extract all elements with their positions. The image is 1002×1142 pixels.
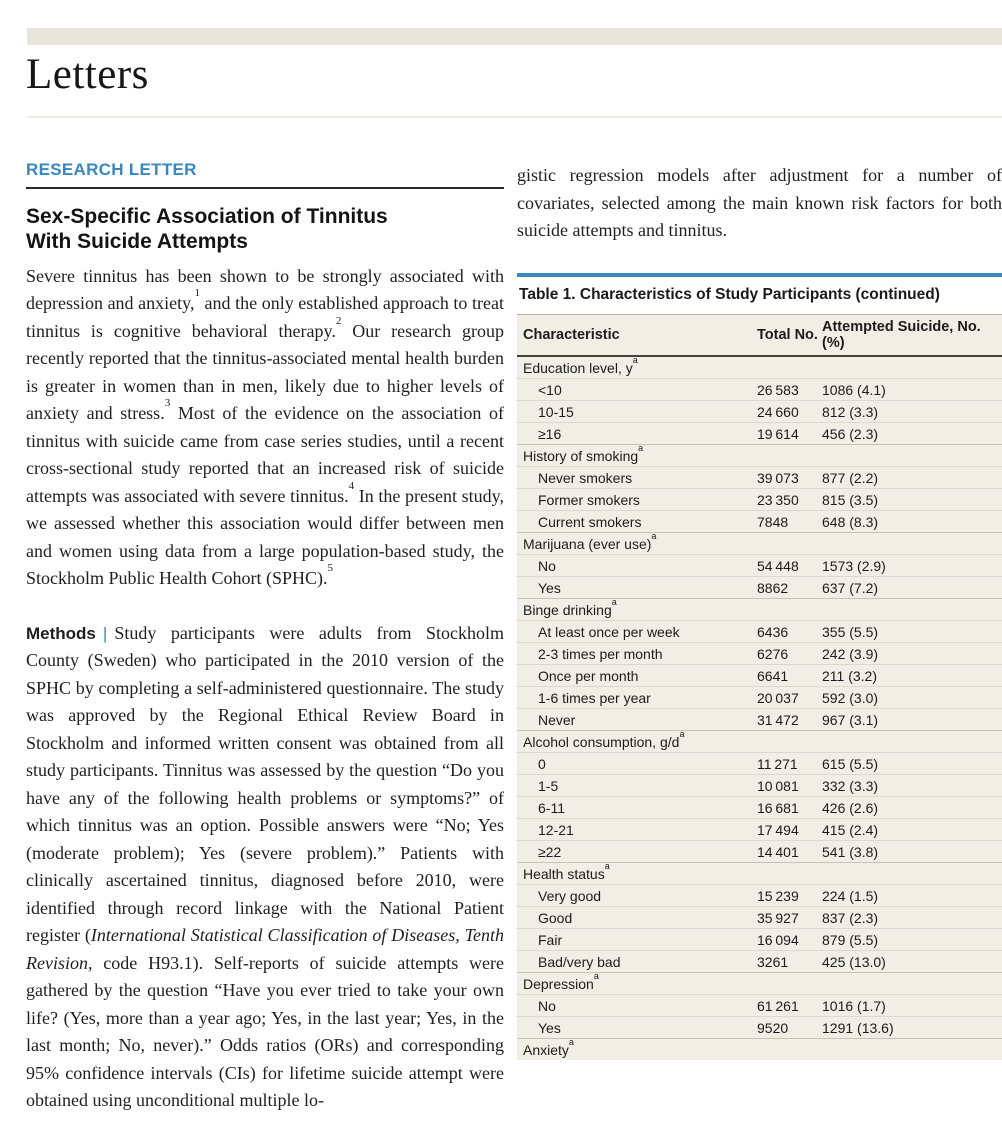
cell-total: 6436 xyxy=(757,620,822,642)
cell-total: 7848 xyxy=(757,510,822,532)
cell-characteristic: Bad/very bad xyxy=(517,950,757,972)
cell-attempted: 1573 (2.9) xyxy=(822,554,1002,576)
table-row xyxy=(517,708,1002,730)
cell-total: 6276 xyxy=(757,642,822,664)
cell-characteristic: Good xyxy=(517,906,757,928)
column-header-characteristic: Characteristic xyxy=(517,314,757,356)
table-row xyxy=(517,422,1002,444)
cell-characteristic: No xyxy=(517,994,757,1016)
cell-total: 6641 xyxy=(757,664,822,686)
table-row xyxy=(517,796,1002,818)
table-row xyxy=(517,400,1002,422)
characteristics-table xyxy=(517,314,1002,1060)
cell-attempted: 1086 (4.1) xyxy=(822,378,1002,400)
table-section-row: Marijuana (ever use)$^a$ xyxy=(517,532,1002,554)
article-title-line2: With Suicide Attempts xyxy=(26,229,248,253)
table-section-row: Health status$^a$ xyxy=(517,862,1002,884)
cell-characteristic: Never smokers xyxy=(517,466,757,488)
table-row xyxy=(517,554,1002,576)
methods-italic-citation: International Statistical Classification of Diseases, Tenth Revision xyxy=(26,925,504,973)
cell-attempted: 211 (3.2) xyxy=(822,664,1002,686)
cell-characteristic: 2-3 times per month xyxy=(517,642,757,664)
table-section-row: Binge drinking$^a$ xyxy=(517,598,1002,620)
cell-attempted: 541 (3.8) xyxy=(822,840,1002,862)
cell-attempted: 425 (13.0) xyxy=(822,950,1002,972)
cell-attempted: 877 (2.2) xyxy=(822,466,1002,488)
cell-attempted: 637 (7.2) xyxy=(822,576,1002,598)
column-header-total: Total No. xyxy=(757,314,822,356)
reference-mark-2: 2 xyxy=(335,314,342,327)
cell-total: 20 037 xyxy=(757,686,822,708)
table-body xyxy=(517,356,1002,1060)
cell-characteristic: ≥16 xyxy=(517,422,757,444)
cell-total: 8862 xyxy=(757,576,822,598)
cell-total: 16 681 xyxy=(757,796,822,818)
cell-attempted: 332 (3.3) xyxy=(822,774,1002,796)
cell-total: 16 094 xyxy=(757,928,822,950)
table-row xyxy=(517,378,1002,400)
cell-characteristic: At least once per week xyxy=(517,620,757,642)
table-row xyxy=(517,774,1002,796)
cell-characteristic: Very good xyxy=(517,884,757,906)
cell-total: 9520 xyxy=(757,1016,822,1038)
cell-attempted: 812 (3.3) xyxy=(822,400,1002,422)
cell-attempted: 815 (3.5) xyxy=(822,488,1002,510)
cell-total: 24 660 xyxy=(757,400,822,422)
table-row xyxy=(517,510,1002,532)
cell-total: 10 081 xyxy=(757,774,822,796)
cell-characteristic: 1-6 times per year xyxy=(517,686,757,708)
methods-text-2: , code H93.1). Self-reports of suicide attempts were gathered by the question “Have you ever tried to take your own life? (Yes, more than a year ago; Yes, in the last year; Yes, in the last month; No, never).” Odds ratios (ORs) and corresponding 95% confidence intervals (CIs) for lifetime suicide attempt were obtained using unconditional multiple lo- xyxy=(26,952,504,1111)
cell-attempted: 415 (2.4) xyxy=(822,818,1002,840)
cell-characteristic: Yes xyxy=(517,1016,757,1038)
cell-characteristic: Current smokers xyxy=(517,510,757,532)
cell-characteristic: Fair xyxy=(517,928,757,950)
kicker-divider xyxy=(26,187,504,189)
cell-total: 54 448 xyxy=(757,554,822,576)
reference-mark-3: 3 xyxy=(164,397,171,410)
table-section-row: Depression$^a$ xyxy=(517,972,1002,994)
table-row xyxy=(517,1016,1002,1038)
reference-mark-5: 5 xyxy=(327,562,333,575)
table-row xyxy=(517,488,1002,510)
cell-total: 23 350 xyxy=(757,488,822,510)
table-row xyxy=(517,686,1002,708)
methods-separator: | xyxy=(102,623,108,643)
table-row xyxy=(517,928,1002,950)
methods-text-1: Study participants were adults from Stockholm County (Sweden) who participated in the 2010 version of the SPHC by completing a self-administered questionnaire. The study was approved by the Regional Ethical Review Board in Stockholm and informed written consent was obtained from all study participants. Tinnitus was assessed by the question “Do you have any of the following health problems or symptoms?” of which tinnitus was an option. Possible answers were “No; Yes (moderate problem); Yes (severe problem).” Patients with clinically ascertained tinnitus, diagnosed before 2010, were identified through record linkage with the National Patient register ( xyxy=(26,622,504,946)
table-title: Table 1. Characteristics of Study Participants (continued) xyxy=(517,277,1002,314)
intro-paragraph xyxy=(26,263,504,593)
column-header-attempted: Attempted Suicide, No. (%) xyxy=(822,314,1002,356)
cell-total: 35 927 xyxy=(757,906,822,928)
page-title: Letters xyxy=(26,51,149,98)
continuation-paragraph: gistic regression models after adjustment for a number of covariates, selected among the main known risk factors for both suicide attempts and tinnitus. xyxy=(517,165,1002,240)
methods-label: Methods xyxy=(26,623,96,643)
cell-attempted: 426 (2.6) xyxy=(822,796,1002,818)
article-title xyxy=(26,205,504,255)
cell-characteristic: Yes xyxy=(517,576,757,598)
cell-attempted: 355 (5.5) xyxy=(822,620,1002,642)
cell-attempted: 879 (5.5) xyxy=(822,928,1002,950)
cell-total: 3261 xyxy=(757,950,822,972)
section-kicker: RESEARCH LETTER xyxy=(26,160,197,179)
cell-attempted: 967 (3.1) xyxy=(822,708,1002,730)
intro-text-5: In the present study, we assessed whether this association would differ between men and women using data from a large population-based study, the Stockholm Public Health Cohort (SPHC). xyxy=(26,485,504,589)
article-title-line1: Sex-Specific Association of Tinnitus xyxy=(26,205,388,228)
table-row xyxy=(517,906,1002,928)
right-column xyxy=(517,160,1002,1060)
cell-characteristic: No xyxy=(517,554,757,576)
table-section-row: Education level, $y^a$ xyxy=(523,354,638,376)
cell-attempted: 615 (5.5) xyxy=(822,752,1002,774)
cell-attempted: 837 (2.3) xyxy=(822,906,1002,928)
cell-total: 14 401 xyxy=(757,840,822,862)
table-row xyxy=(517,642,1002,664)
table-row xyxy=(517,840,1002,862)
table-row xyxy=(517,884,1002,906)
cell-attempted: 456 (2.3) xyxy=(822,422,1002,444)
table-section-row: History of smoking$^a$ xyxy=(517,444,1002,466)
cell-characteristic: Never xyxy=(517,708,757,730)
table-header-row xyxy=(517,314,1002,356)
reference-mark-1: 1 xyxy=(194,287,200,300)
cell-total: 19 614 xyxy=(757,422,822,444)
cell-attempted: 1291 (13.6) xyxy=(822,1016,1002,1038)
table-row xyxy=(517,664,1002,686)
cell-characteristic: 6-11 xyxy=(517,796,757,818)
page-top-bar xyxy=(27,28,1002,45)
cell-total: 17 494 xyxy=(757,818,822,840)
cell-characteristic: 0 xyxy=(517,752,757,774)
table-section-row: Anxiety$^a$ xyxy=(517,1038,1002,1060)
left-column xyxy=(26,160,504,1142)
cell-total: 61 261 xyxy=(757,994,822,1016)
table-row xyxy=(517,466,1002,488)
cell-total: 15 239 xyxy=(757,884,822,906)
cell-total: 31 472 xyxy=(757,708,822,730)
cell-attempted: 648 (8.3) xyxy=(822,510,1002,532)
masthead-divider xyxy=(27,116,1002,118)
cell-characteristic: ≥22 xyxy=(517,840,757,862)
methods-paragraph xyxy=(26,620,504,1115)
intro-text-4: Most of the evidence on the association of tinnitus with suicide came from case series studies, until a recent cross-sectional study reported that an increased risk of suicide attempts was associated with severe tinnitus. xyxy=(26,403,505,506)
table-row xyxy=(517,818,1002,840)
cell-total: 11 271 xyxy=(757,752,822,774)
cell-total: 26 583 xyxy=(757,378,822,400)
cell-attempted: 224 (1.5) xyxy=(822,884,1002,906)
cell-characteristic: 1-5 xyxy=(517,774,757,796)
cell-attempted: 242 (3.9) xyxy=(822,642,1002,664)
cell-attempted: 592 (3.0) xyxy=(822,686,1002,708)
intro-text-2: and the only established approach to treat tinnitus is cognitive behavioral therapy. xyxy=(26,293,504,341)
cell-characteristic: Former smokers xyxy=(517,488,757,510)
reference-mark-4: 4 xyxy=(348,479,355,492)
table-row xyxy=(517,752,1002,774)
table-row xyxy=(517,994,1002,1016)
cell-characteristic: Once per month xyxy=(517,664,757,686)
table-row xyxy=(517,576,1002,598)
cell-characteristic: 10-15 xyxy=(517,400,757,422)
table-row xyxy=(517,950,1002,972)
cell-attempted: 1016 (1.7) xyxy=(822,994,1002,1016)
cell-total: 39 073 xyxy=(757,466,822,488)
cell-characteristic: <10 xyxy=(517,378,757,400)
table-section-row: Alcohol consumption, $g/d^a$ xyxy=(517,730,1002,752)
intro-text-1: Severe tinnitus has been shown to be strongly associated with depression and anxiety, xyxy=(26,265,504,314)
table-1 xyxy=(517,273,1002,1060)
table-row xyxy=(517,620,1002,642)
cell-characteristic: 12-21 xyxy=(517,818,757,840)
intro-text-3: Our research group recently reported that the tinnitus-associated mental health burden is greater in women than in men, likely due to higher levels of anxiety and stress. xyxy=(26,320,505,424)
